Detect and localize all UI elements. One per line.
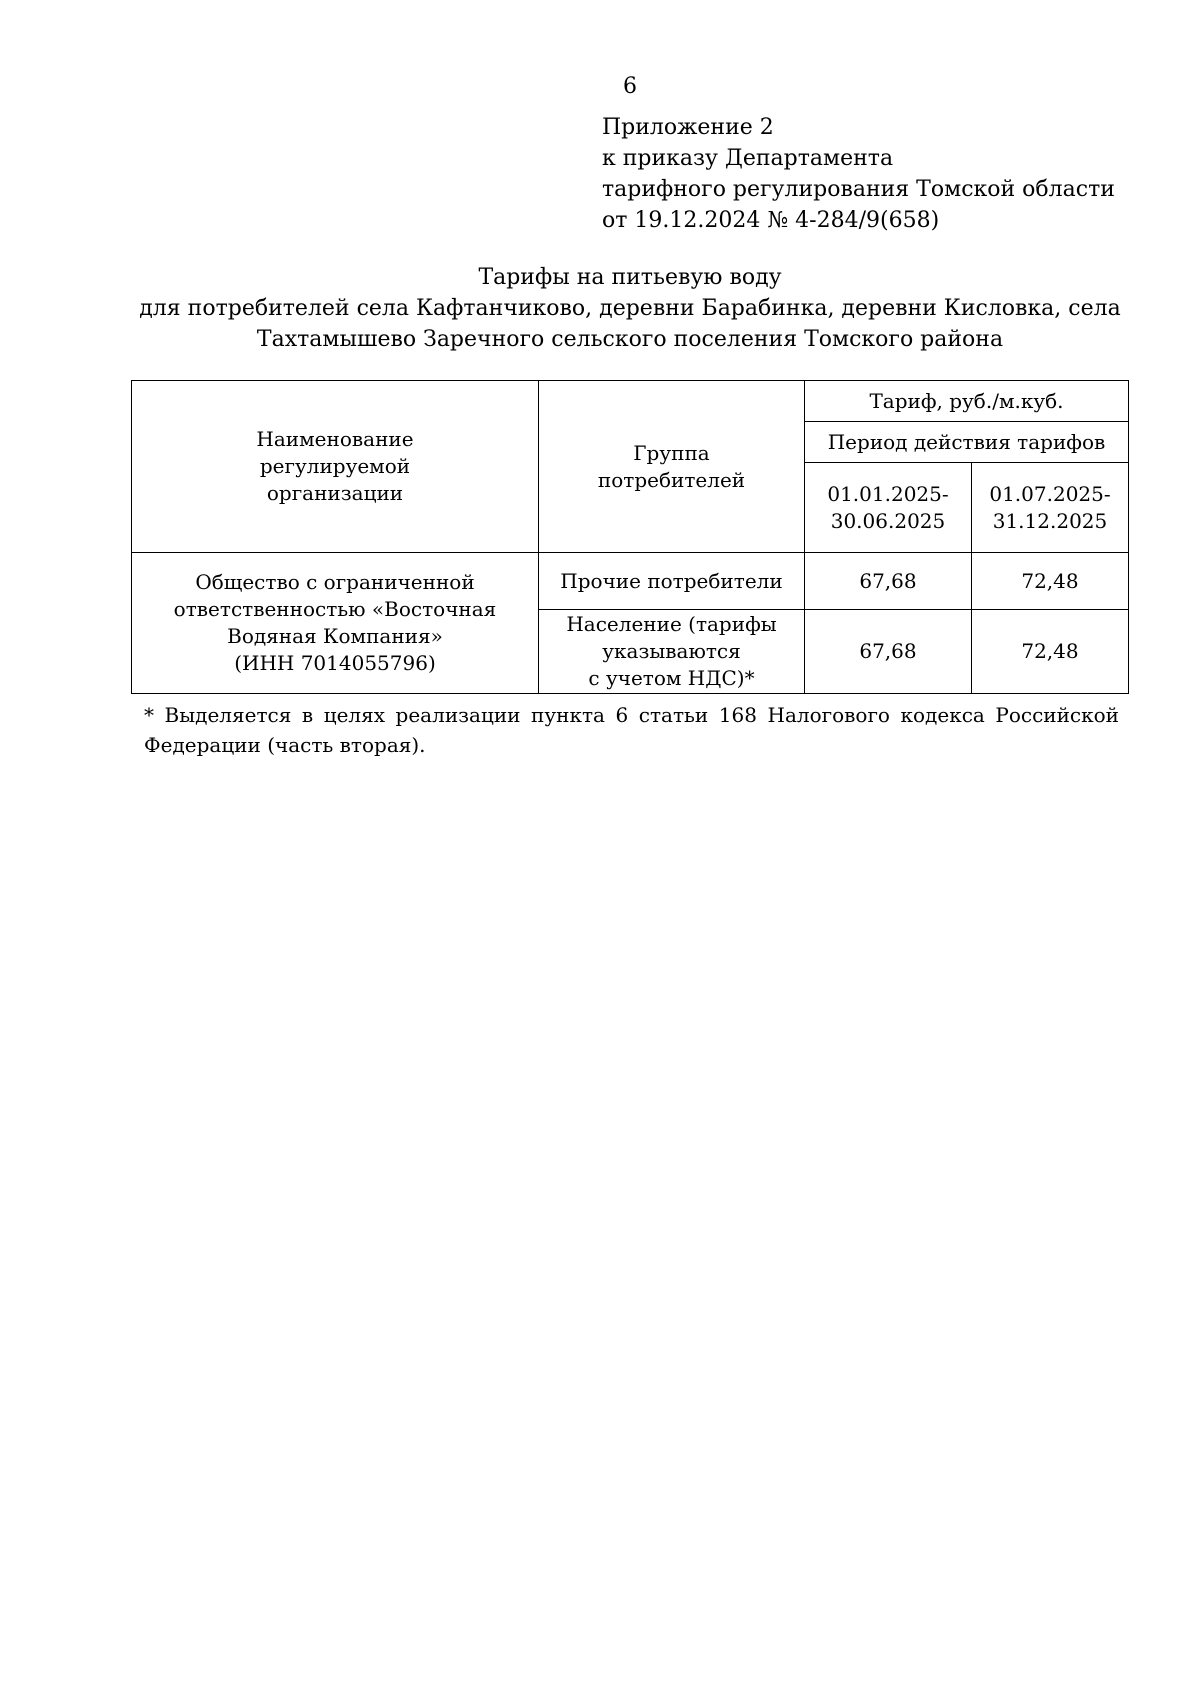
organization-text: Общество с ограниченной (195, 570, 475, 594)
consumer-group-text: указываются (602, 639, 741, 663)
tariff-value-cell: 67,68 (805, 553, 972, 610)
header-period-2 (972, 463, 1129, 553)
consumer-group-cell: Прочие потребители (539, 553, 805, 610)
header-text: 01.01.2025- (827, 481, 949, 506)
appendix-line: от 19.12.2024 № 4-284/9(658) (602, 208, 940, 233)
consumer-group-text: Население (тарифы (566, 612, 777, 636)
tariff-table (131, 380, 1129, 694)
table-row (132, 553, 1129, 610)
appendix-line: к приказу Департамента (602, 146, 894, 171)
header-organization (132, 381, 539, 553)
title-line: Тахтамышево Заречного сельского поселения Томского района (256, 327, 1004, 352)
appendix-line: тарифного регулирования Томской области (602, 177, 1115, 202)
header-text: 30.06.2025 (830, 508, 946, 533)
consumer-group-cell (539, 610, 805, 694)
header-period: Период действия тарифов (805, 422, 1129, 463)
header-consumer-group (539, 381, 805, 553)
organization-text: ответственностью «Восточная (173, 597, 497, 621)
header-period-1 (805, 463, 972, 553)
organization-text: (ИНН 7014055796) (234, 651, 436, 675)
document-title (120, 262, 1140, 355)
tariff-value-cell: 72,48 (972, 610, 1129, 694)
consumer-group-text: с учетом НДС)* (588, 666, 755, 690)
appendix-header (602, 112, 1162, 236)
header-row (132, 381, 1129, 422)
header-text: 01.07.2025- (989, 481, 1111, 506)
header-text: регулируемой (259, 454, 411, 478)
tariff-value-cell: 67,68 (805, 610, 972, 694)
organization-text: Водяная Компания» (227, 624, 443, 648)
title-line: для потребителей села Кафтанчиково, деревни Барабинка, деревни Кисловка, села (139, 296, 1121, 321)
header-text: организации (266, 481, 404, 505)
header-text: потребителей (597, 467, 746, 492)
organization-cell (132, 553, 539, 694)
header-text: Группа (633, 440, 710, 465)
appendix-line: Приложение 2 (602, 115, 774, 140)
header-tariff: Тариф, руб./м.куб. (805, 381, 1129, 422)
page-number: 6 (623, 74, 637, 99)
footnote: * Выделяется в целях реализации пункта 6 статьи 168 Налогового кодекса Российской Федерации (часть вторая). (144, 703, 1119, 757)
header-text: 31.12.2025 (992, 508, 1108, 533)
tariff-value-cell: 72,48 (972, 553, 1129, 610)
title-line: Тарифы на питьевую воду (478, 265, 782, 290)
header-text: Наименование (256, 427, 414, 451)
